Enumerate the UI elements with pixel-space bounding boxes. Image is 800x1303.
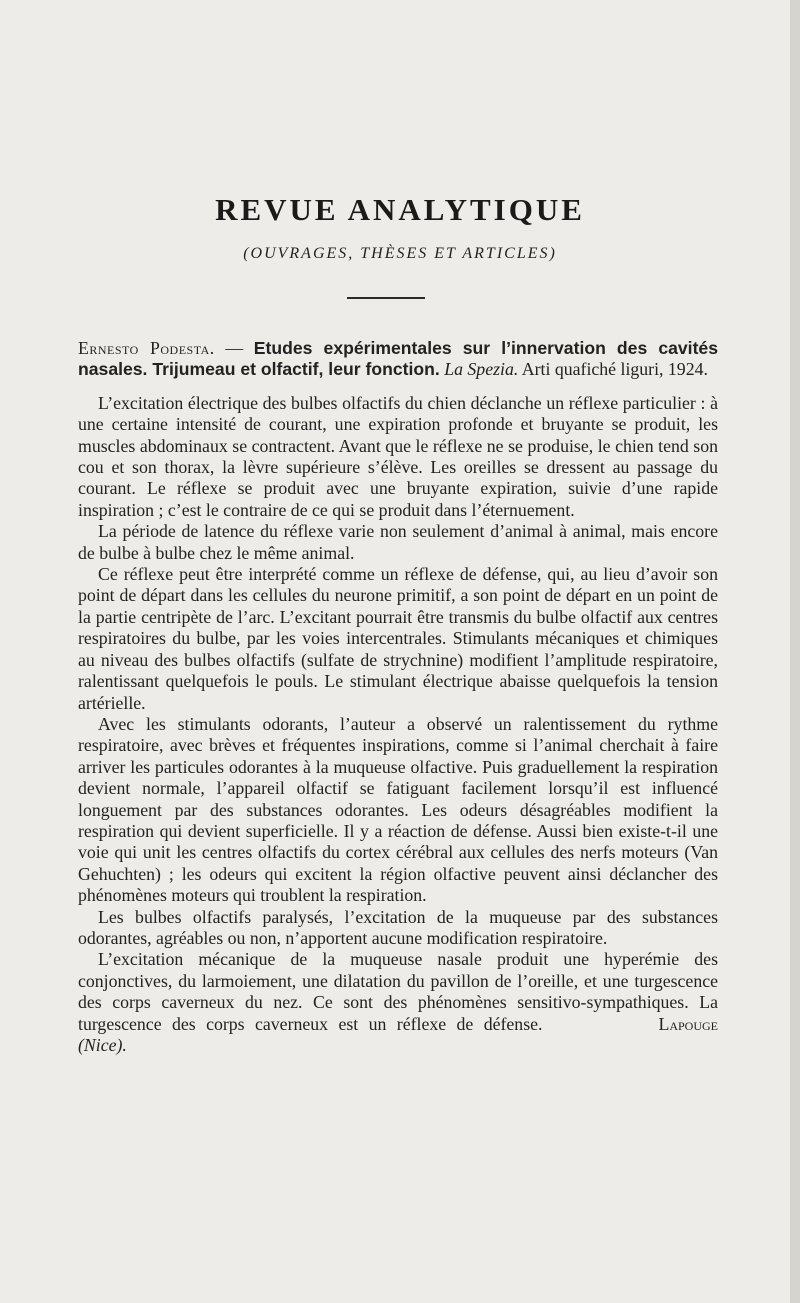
reviewer-place: (Nice). <box>78 1035 127 1055</box>
source-detail: Arti quafiché liguri, 1924. <box>518 359 708 380</box>
study-title: Etudes expérimentales sur l’innervation des cavités nasales. Trijumeau et olfactif, leur fonction. <box>78 338 719 380</box>
paragraph-4: Avec les stimulants odorants, l’auteur a observé un ralentissement du rythme respiratoire, avec brèves et fréquentes inspirations, comme si l’animal cherchait à faire arriver les particules odorantes à la muqueuse olfactive. Puis graduellement la respiration devient normale, l’appareil olfactif se fatiguant facilement lorsqu’il est influencé longuement par des substances odorantes. Les odeurs désagréables modifient la respiration qui devient superficielle. Il y a réaction de défense. Aussi bien existe-t-il une voie qui unit les centres olfactifs du cortex cérébral aux cellules des nerfs moteurs (Van Gehuchten) ; les odeurs qui excitent la région olfactive peuvent ainsi déclancher des phénomènes moteurs qui troublent la respiration. <box>78 713 718 906</box>
paragraph-1: L’excitation électrique des bulbes olfactifs du chien déclanche un réflexe particulier : à une certaine intensité de courant, une expiration profonde et bruyante se produit, les muscles abdominaux se contractent. Avant que le réflexe ne se produise, le chien tend son cou et son thorax, la lèvre supérieure s’élève. Les oreilles se dressent au passage du courant. Le réflexe se produit avec une bruyante expiration, suivie d’une rapide inspiration ; c’est le contraire de ce qui se produit dans l’éternuement. <box>78 392 718 520</box>
paragraph-2: La période de latence du réflexe varie non seulement d’animal à animal, mais encore de bulbe à bulbe chez le même animal. <box>78 521 718 563</box>
paragraph-6 <box>78 949 718 1056</box>
paragraph-5: Les bulbes olfactifs paralysés, l’excitation de la muqueuse par des substances odorantes, agréables ou non, n’apportent aucune modification respiratoire. <box>78 906 718 948</box>
section-title: REVUE ANALYTIQUE <box>215 192 585 227</box>
paragraph-3: Ce réflexe peut être interprété comme un réflexe de défense, qui, au lieu d’avoir son point de départ dans les cellules du neurone primitif, a son point de départ en un point de la partie centripète de l’arc. L’excitant pourrait être transmis du bulbe olfactif aux centres respiratoires du bulbe, par les voies intercentrales. Stimulants mécaniques et chimiques au niveau des bulbes olfactifs (sulfate de strychnine) modifient l’amplitude respiratoire, ralentissant quelquefois le pouls. Le stimulant électrique abaisse quelquefois la tension artérielle. <box>78 564 718 713</box>
review-entry <box>78 338 718 1056</box>
heading-separator: — <box>214 338 254 358</box>
reviewer-signature: Lapouge <box>658 1013 718 1034</box>
author-name: Ernesto Podesta. <box>78 338 215 358</box>
paragraph-6-text: L’excitation mécanique de la muqueuse nasale produit une hyperémie des conjonctives, du larmoiement, une dilatation du pavillon de l’oreille, et une turgescence des corps caverneux du nez. Ce sont des phénomènes sensitivo-sympathiques. La turgescence des corps caverneux est un réflexe de défense. <box>78 949 718 1034</box>
section-subtitle: (OUVRAGES, THÈSES ET ARTICLES) <box>243 245 557 262</box>
section-divider <box>347 297 425 299</box>
source-place: La Spezia. <box>444 359 519 380</box>
entry-heading <box>78 338 718 381</box>
